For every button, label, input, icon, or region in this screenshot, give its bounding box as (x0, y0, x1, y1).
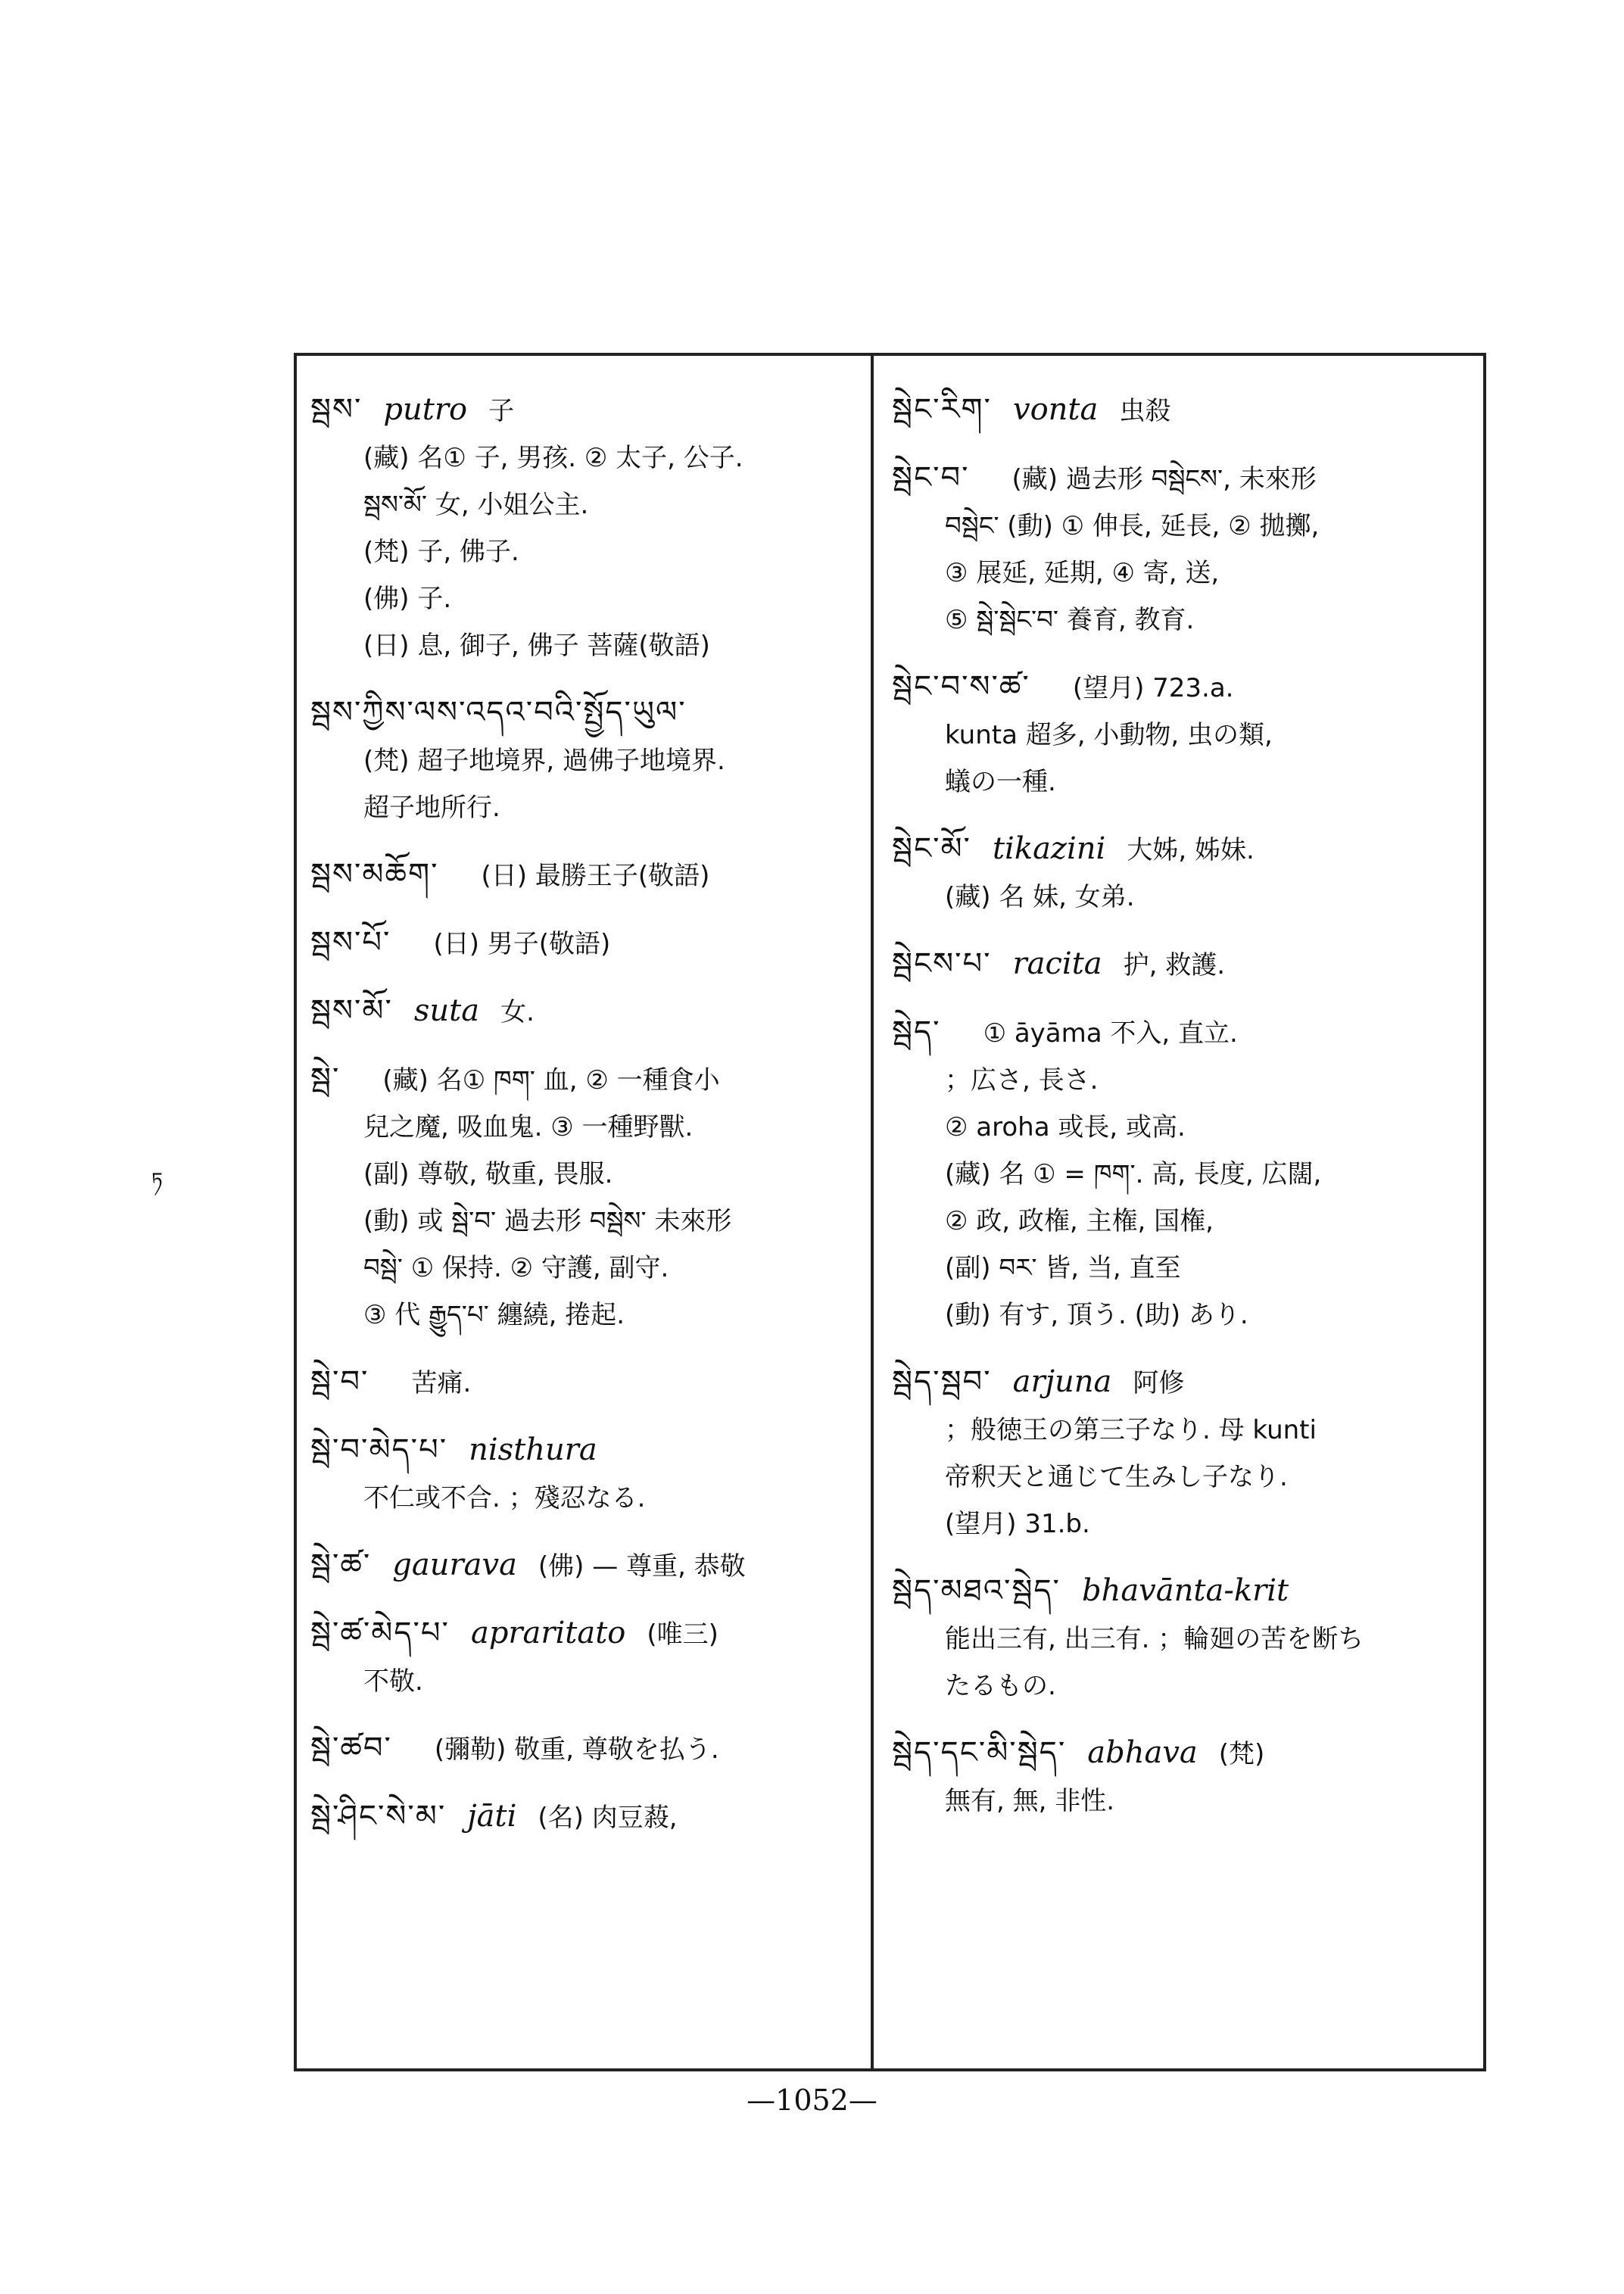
tibetan-headword: སྦས་མཆོག་ (310, 857, 439, 892)
tibetan-headword: སྦས་མོ་ (310, 993, 393, 1028)
entry-headline (310, 689, 863, 737)
dictionary-entry (892, 1008, 1475, 1339)
sanskrit-equivalent: suta (413, 993, 480, 1028)
entry-headline (310, 1358, 863, 1407)
definition-line: 超子地所行. (363, 793, 500, 823)
sanskrit-equivalent: tikazini (992, 831, 1106, 866)
tibetan-headword: སྦེ་བ་ (310, 1364, 369, 1399)
definition-line: (佛) 子. (363, 584, 452, 614)
definition-line: (望月) 31.b. (945, 1509, 1090, 1539)
definition-line: ② 政, 政権, 主権, 国権, (945, 1206, 1214, 1236)
sanskrit-equivalent: apraritato (470, 1616, 626, 1650)
definition-line: ；広さ, 長さ. (945, 1065, 1099, 1096)
dictionary-entry (892, 1729, 1475, 1825)
definition-line: 帝釈天と通じて生みし子なり. (945, 1462, 1288, 1492)
entry-headline (892, 1008, 1475, 1057)
tibetan-headword: སྦས་པོ་ (310, 925, 391, 960)
tibetan-headword: སྦེ་ཚ་ (310, 1548, 372, 1582)
dictionary-entry (892, 386, 1475, 435)
definition-line: (梵) 超子地境界, 過佛子地境界. (363, 746, 725, 776)
dictionary-entry (310, 689, 863, 831)
dictionary-entry (310, 1725, 863, 1773)
margin-mark: ཏ (151, 1169, 163, 1192)
headline-gloss: 子 (488, 396, 515, 426)
tibetan-headword: སྦེ་ཚབ་ (310, 1731, 392, 1766)
definition-line: ；般徳王の第三子なり. 母 kunti (945, 1415, 1317, 1445)
definition-line: 不敬. (363, 1666, 423, 1697)
headline-gloss: (日) 最勝王子(敬語) (481, 861, 710, 891)
definition-line: སྦས་མོ་ 女, 小姐公主. (363, 490, 589, 520)
definition-line: 蟻の一種. (945, 767, 1056, 797)
dictionary-entry (310, 1358, 863, 1407)
entry-headline (310, 1793, 863, 1841)
dictionary-entry (892, 663, 1475, 806)
tibetan-headword: སྦེད་ (892, 1015, 941, 1049)
definition-line: (副) བར་ 皆, 当, 直至 (945, 1253, 1181, 1283)
definition-line: (藏) 名 妹, 女弟. (945, 882, 1135, 912)
dictionary-entry (892, 825, 1475, 921)
headline-gloss: 苦痛. (411, 1368, 472, 1398)
page-number: —1052— (747, 2084, 877, 2117)
definition-line: ⑤ སྦེ་སྦེང་བ་ 養育, 教育. (945, 605, 1195, 635)
dictionary-entry (892, 940, 1475, 989)
definition-line: བསྦེ་ ① 保持. ② 守護, 副守. (363, 1253, 669, 1283)
tibetan-headword: སྦེང་བ་ས་ཚ་ (892, 669, 1030, 704)
definition-line: (動) 有す, 頂う. (助) あり. (945, 1300, 1248, 1330)
headline-gloss: (彌勒) 敬重, 尊敬を払う. (434, 1735, 719, 1765)
headline-gloss: 阿修 (1133, 1368, 1185, 1398)
dictionary-entry (310, 919, 863, 968)
dictionary-entry (892, 454, 1475, 644)
definition-line: 不仁或不合. ；殘忍なる. (363, 1483, 646, 1513)
sanskrit-equivalent: racita (1012, 946, 1102, 981)
entry-headline (310, 1055, 863, 1104)
entry-headline (310, 1725, 863, 1773)
definition-line: (副) 尊敬, 敬重, 畏服. (363, 1159, 613, 1189)
sanskrit-equivalent: vonta (1012, 392, 1099, 427)
tibetan-headword: སྦེ་ཚ་མེད་པ་ (310, 1616, 450, 1650)
entry-headline (310, 987, 863, 1036)
sanskrit-equivalent: arjuna (1012, 1364, 1112, 1399)
dictionary-entry (310, 1426, 863, 1522)
headline-gloss: (梵) (1218, 1739, 1265, 1769)
definition-line: (梵) 子, 佛子. (363, 537, 519, 567)
headline-gloss: (唯三) (647, 1619, 718, 1650)
entry-headline (310, 851, 863, 899)
tibetan-headword: སྦས་ (310, 392, 363, 427)
definition-line: ③ 展延, 延期, ④ 寄, 送, (945, 558, 1220, 588)
entry-headline (892, 454, 1475, 503)
headline-gloss: (藏) 過去形 བསྦེངས་, 未來形 (1011, 464, 1317, 494)
dictionary-entry (310, 1055, 863, 1339)
dictionary-entry (310, 851, 863, 899)
entry-headline (892, 1729, 1475, 1778)
entry-headline (892, 1567, 1475, 1616)
column-divider (871, 353, 874, 2071)
sanskrit-equivalent: abhava (1087, 1735, 1198, 1770)
entry-headline (310, 1541, 863, 1590)
dictionary-entry (892, 1358, 1475, 1548)
dictionary-entry (310, 987, 863, 1036)
headline-gloss: (佛) — 尊重, 恭敬 (538, 1551, 746, 1582)
sanskrit-equivalent: nisthura (469, 1432, 597, 1467)
entry-headline (892, 386, 1475, 435)
right-column (892, 386, 1475, 1844)
entry-headline (892, 825, 1475, 874)
sanskrit-equivalent: putro (383, 392, 468, 427)
sanskrit-equivalent: jāti (467, 1799, 517, 1834)
headline-gloss: 护, 救護. (1123, 950, 1226, 980)
entry-headline (310, 919, 863, 968)
definition-line: ③ 代 རྒྱུད་པ་ 纏繞, 捲起. (363, 1300, 625, 1330)
definition-line: たるもの. (945, 1671, 1056, 1701)
headline-gloss: (藏) 名① ཁག་ 血, ② 一種食小 (382, 1065, 720, 1096)
dictionary-entry (310, 1610, 863, 1705)
definition-line: (藏) 名 ① = ཁག་. 高, 長度, 広闊, (945, 1159, 1322, 1189)
dictionary-entry (892, 1567, 1475, 1710)
entry-headline (310, 1426, 863, 1475)
headline-gloss: (名) 肉豆蔱, (538, 1803, 678, 1833)
headline-gloss: 虫殺 (1119, 396, 1171, 426)
tibetan-headword: སྦེང་རིག་ (892, 392, 992, 427)
headline-gloss: (日) 男子(敬語) (433, 929, 611, 959)
dictionary-entry (310, 1541, 863, 1590)
headline-gloss: 大姊, 姊妹. (1127, 835, 1255, 865)
headline-gloss: 女. (500, 997, 535, 1027)
left-column (310, 386, 863, 1861)
headline-gloss: (望月) 723.a. (1072, 673, 1234, 703)
sanskrit-equivalent: gaurava (392, 1548, 517, 1582)
tibetan-headword: སྦེངས་པ་ (892, 946, 992, 981)
entry-headline (892, 1358, 1475, 1407)
dictionary-entry (310, 1793, 863, 1841)
tibetan-headword: སྦེད་མཐའ་སྦེད་ (892, 1573, 1061, 1608)
tibetan-headword: སྦེད་སྦབ་ (892, 1364, 992, 1399)
tibetan-headword: སྦེད་དང་མི་སྦེད་ (892, 1735, 1067, 1770)
definition-line: (藏) 名① 子, 男孩. ② 太子, 公子. (363, 443, 743, 473)
entry-headline (892, 663, 1475, 712)
definition-line: (日) 息, 御子, 佛子 菩薩(敬語) (363, 631, 710, 661)
tibetan-headword: སྦེ་ (310, 1061, 341, 1096)
tibetan-headword: སྦེང་མོ་ (892, 831, 971, 866)
definition-line: བསྦེང་ (動) ① 伸長, 延長, ② 拋擲, (945, 511, 1320, 541)
tibetan-headword: སྦས་ཀྱིས་ལས་འདའ་བའི་སྤྱོད་ཡུལ་ (310, 695, 687, 730)
tibetan-headword: སྦེ་བ་མེད་པ་ (310, 1432, 448, 1467)
sanskrit-equivalent: bhavānta-krit (1081, 1573, 1289, 1608)
entry-headline (892, 940, 1475, 989)
definition-line: 兒之魔, 吸血鬼. ③ 一種野獸. (363, 1112, 694, 1142)
definition-line: ② aroha 或長, 或高. (945, 1112, 1186, 1142)
headline-gloss: ① āyāma 不入, 直立. (983, 1018, 1238, 1049)
definition-line: (動) 或 སྦེ་བ་ 過去形 བསྦེས་ 未來形 (363, 1206, 732, 1236)
entry-headline (310, 386, 863, 435)
tibetan-headword: སྦེ་ཤིང་སེ་མ་ (310, 1799, 447, 1834)
entry-headline (310, 1610, 863, 1658)
tibetan-headword: སྦེང་བ་ (892, 460, 970, 495)
definition-line: 無有, 無, 非性. (945, 1786, 1115, 1816)
definition-line: 能出三有, 出三有. ；輪廻の苦を断ち (945, 1624, 1364, 1654)
dictionary-entry (310, 386, 863, 669)
definition-line: kunta 超多, 小動物, 虫の類, (945, 720, 1273, 750)
